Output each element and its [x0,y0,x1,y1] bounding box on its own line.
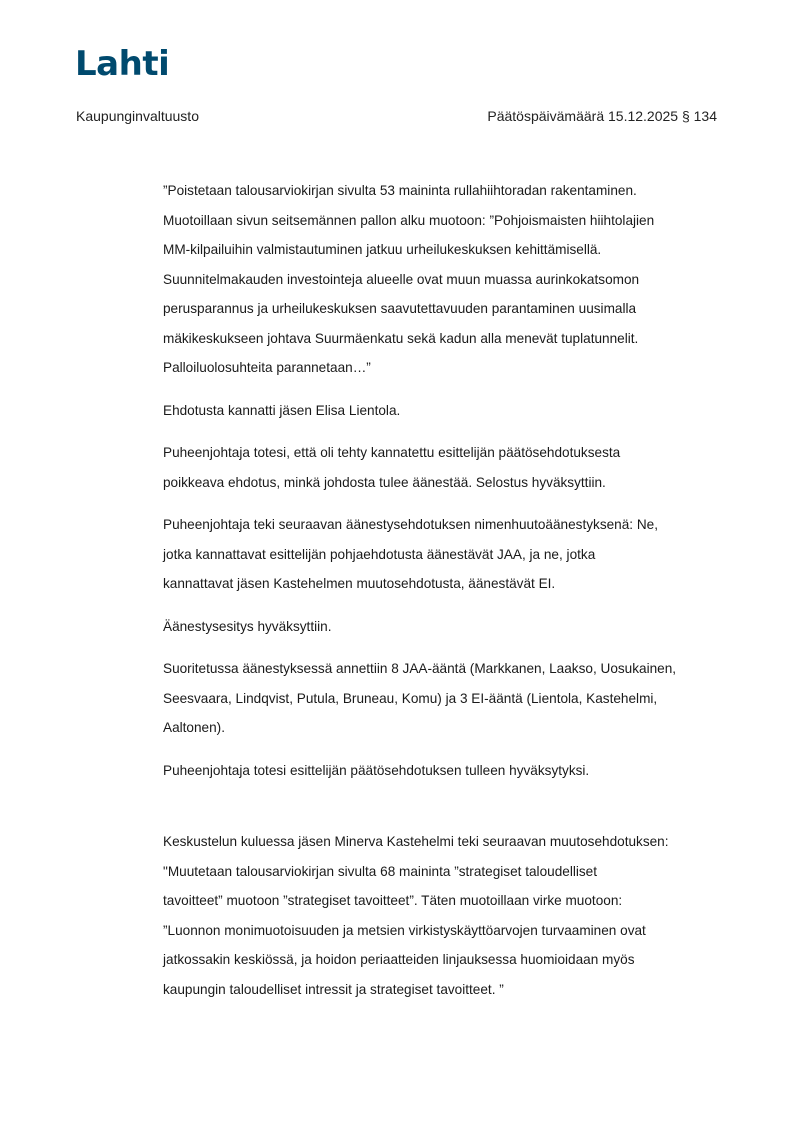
text-line: perusparannus ja urheilukeskuksen saavutettavuuden parantaminen uusimalla [163,301,637,316]
text-line: jatkossakin keskiössä, ja hoidon periaatteiden linjauksessa huomioidaan myös [163,952,635,967]
text-line: ”Luonnon monimuotoisuuden ja metsien virkistyskäyttöarvojen turvaaminen ovat [163,922,646,938]
text-line: Palloiluolosuhteita parannetaan…” [163,360,371,375]
paragraph-vote-approved [163,612,723,642]
text-line: Puheenjohtaja totesi, että oli tehty kannatettu esittelijän päätösehdotuksesta [163,445,621,460]
paragraph-vote-proposal [163,510,723,599]
lahti-logo: Lahti [75,44,170,84]
text-line: MM-kilpailuihin valmistautuminen jatkuu urheilukeskuksen kehittämisellä. [163,242,602,257]
paragraph-second-amendment [163,827,723,1004]
text-line: Äänestysesitys hyväksyttiin. [163,618,332,634]
paragraph-seconded [163,396,723,426]
text-line: Seesvaara, Lindqvist, Putula, Bruneau, Komu) ja 3 EI-ääntä (Lientola, Kastehelmi, [163,690,658,706]
text-line: jotka kannattavat esittelijän pohjaehdotusta äänestävät JAA, ja ne, jotka [163,546,596,562]
text-line: ”Poistetaan talousarviokirjan sivulta 53 maininta rullahiihtoradan rakentaminen. [163,183,637,198]
text-line: mäkikeskukseen johtava Suurmäenkatu sekä kadun alla menevät tuplatunnelit. [163,330,639,346]
text-line: tavoitteet” muotoon ”strategiset tavoitteet”. Täten muotoillaan virke muotoon: [163,893,623,908]
text-line: Suunnitelmakauden investointeja alueelle ovat muun muassa aurinkokatsomon [163,271,640,287]
paragraph-decision [163,756,723,786]
document-body [163,176,723,1017]
text-line: Puheenjohtaja teki seuraavan äänestysehdotuksen nimenhuutoäänestyksenä: Ne, [163,517,659,532]
organ-name: Kaupunginvaltuusto [76,108,199,124]
text-line: Suoritetussa äänestyksessä annettiin 8 JAA-ääntä (Markkanen, Laakso, Uosukainen, [163,661,677,676]
paragraph-amendment-proposal [163,176,723,383]
paragraph-chair-statement [163,438,723,497]
text-line: Aaltonen). [163,720,225,735]
text-line: kaupungin taloudelliset intressit ja strategiset tavoitteet. ” [163,981,504,997]
text-line: Keskustelun kuluessa jäsen Minerva Kastehelmi teki seuraavan muutosehdotuksen: [163,834,669,849]
decision-reference: Päätöspäivämäärä 15.12.2025 § 134 [487,108,717,124]
text-line: Puheenjohtaja totesi esittelijän päätösehdotuksen tulleen hyväksytyksi. [163,762,590,778]
text-line: "Muutetaan talousarviokirjan sivulta 68 maininta ”strategiset taloudelliset [163,863,598,879]
paragraph-vote-result [163,654,723,743]
text-line: poikkeava ehdotus, minkä johdosta tulee äänestää. Selostus hyväksyttiin. [163,474,606,490]
text-line: Muotoillaan sivun seitsemännen pallon alku muotoon: ”Pohjoismaisten hiihtolajien [163,212,655,228]
text-line: kannattavat jäsen Kastehelmen muutosehdotusta, äänestävät EI. [163,576,556,591]
text-line: Ehdotusta kannatti jäsen Elisa Lientola. [163,402,401,418]
